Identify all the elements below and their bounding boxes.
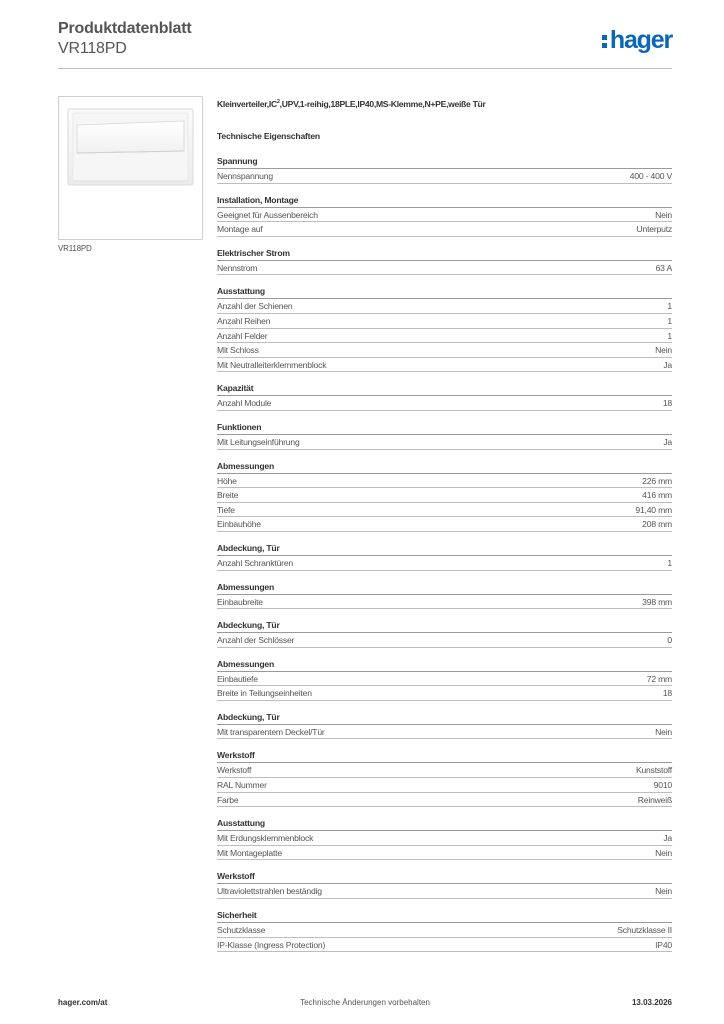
property-label: Einbauhöhe	[217, 519, 261, 530]
property-label: Geeignet für Aussenbereich	[217, 209, 318, 220]
section-title: Spannung	[217, 155, 672, 169]
section-title: Abdeckung, Tür	[217, 711, 672, 725]
property-section	[217, 460, 672, 532]
property-row	[217, 763, 672, 778]
property-value: 91,40 mm	[635, 504, 672, 515]
section-title: Sicherheit	[217, 909, 672, 923]
property-row	[217, 938, 672, 953]
property-value: 400 - 400 V	[629, 171, 672, 181]
property-section	[217, 421, 672, 450]
property-row	[217, 556, 672, 571]
property-sections	[217, 155, 672, 952]
property-section	[217, 909, 672, 952]
property-value: 0	[667, 635, 672, 646]
property-row	[217, 831, 672, 846]
section-title: Abmessungen	[217, 460, 672, 474]
property-value: IP40	[655, 939, 672, 950]
header-divider	[58, 68, 672, 69]
property-section	[217, 194, 672, 237]
property-label: Ultraviolettstrahlen beständig	[217, 886, 322, 897]
property-value: Kunststoff	[635, 765, 672, 776]
property-row	[217, 517, 672, 532]
property-row	[217, 488, 672, 503]
property-label: Anzahl Reihen	[217, 315, 271, 326]
property-value: Unterputz	[636, 224, 672, 235]
property-value: 1	[667, 315, 672, 326]
image-caption: VR118PD	[58, 244, 92, 253]
property-section	[217, 155, 672, 184]
property-value: Nein	[655, 345, 672, 356]
section-title: Kapazität	[217, 382, 672, 396]
property-row	[217, 923, 672, 938]
product-description: $Kleinverteiler,IC^2,UPV,1-reihig,18PLE,IP40,MS-Klemme,N+PE,weiße$ Tür	[217, 98, 486, 109]
property-row	[217, 343, 672, 358]
property-row	[217, 299, 672, 314]
property-row	[217, 793, 672, 808]
property-label: Anzahl Schranktüren	[217, 557, 293, 568]
property-label: Schutzklasse	[217, 925, 266, 936]
section-title: Abdeckung, Tür	[217, 542, 672, 556]
property-value: 398 mm	[642, 596, 672, 607]
property-section	[217, 619, 672, 648]
property-value: 1	[667, 330, 672, 341]
property-value: 18	[662, 688, 672, 699]
property-row	[217, 686, 672, 701]
property-row	[217, 846, 672, 861]
section-title: Werkstoff	[217, 870, 672, 884]
property-label: Mit transparentem Deckel/Tür	[217, 726, 325, 737]
property-row	[217, 633, 672, 648]
property-value: 9010	[653, 780, 672, 791]
product-image	[67, 107, 194, 229]
property-label: Tiefe	[217, 504, 235, 515]
property-section	[217, 749, 672, 807]
property-row	[217, 503, 672, 518]
property-row	[217, 725, 672, 740]
property-row	[217, 358, 672, 373]
property-section	[217, 581, 672, 610]
property-row	[217, 474, 672, 489]
property-label: Nennspannung	[217, 171, 273, 181]
property-value: 416 mm	[642, 490, 672, 501]
property-row	[217, 208, 672, 223]
property-value: Ja	[663, 359, 672, 370]
property-label: Nennstrom	[217, 262, 258, 273]
property-value: 63 A	[655, 262, 672, 273]
section-title: Abdeckung, Tür	[217, 619, 672, 633]
property-section	[217, 382, 672, 411]
property-row	[217, 329, 672, 344]
property-row	[217, 778, 672, 793]
property-section	[217, 711, 672, 740]
property-label: Anzahl der Schlösser	[217, 635, 295, 646]
property-label: Mit Erdungsklemmenblock	[217, 833, 314, 844]
hager-logo	[602, 28, 672, 53]
property-section	[217, 542, 672, 571]
property-label: Mit Leitungseinführung	[217, 436, 300, 447]
property-value: 1	[667, 557, 672, 568]
property-section	[217, 817, 672, 860]
property-row	[217, 672, 672, 687]
property-section	[217, 658, 672, 701]
property-label: Mit Neutralleiterklemmenblock	[217, 359, 327, 370]
property-value: 72 mm	[646, 673, 672, 684]
property-row	[217, 435, 672, 450]
property-section	[217, 285, 672, 372]
property-row	[217, 595, 672, 610]
properties-heading: Technische Eigenschaften	[217, 131, 320, 141]
property-value: Reinweiß	[637, 794, 672, 805]
property-label: Mit Montageplatte	[217, 847, 282, 858]
property-row	[217, 396, 672, 411]
property-value: Ja	[663, 833, 672, 844]
property-row	[217, 314, 672, 329]
property-label: Breite in Teilungseinheiten	[217, 688, 312, 699]
property-value: Nein	[655, 209, 672, 220]
section-title: Installation, Montage	[217, 194, 672, 208]
property-value: 226 mm	[642, 475, 672, 486]
property-section	[217, 870, 672, 899]
property-value: Nein	[655, 726, 672, 737]
property-label: Einbautiefe	[217, 673, 258, 684]
section-title: Elektrischer Strom	[217, 247, 672, 261]
logo-text: hager	[609, 26, 672, 54]
property-label: Anzahl der Schienen	[217, 301, 293, 312]
page-footer	[58, 998, 672, 1010]
property-label: Höhe	[217, 475, 237, 486]
datasheet-content	[217, 96, 672, 962]
property-label: Montage auf	[217, 224, 263, 235]
section-title: Abmessungen	[217, 658, 672, 672]
property-section	[217, 247, 672, 276]
property-label: Werkstoff	[217, 765, 252, 776]
property-label: Anzahl Module	[217, 398, 272, 409]
page-header	[58, 20, 672, 70]
property-value: 208 mm	[642, 519, 672, 530]
property-value: 18	[662, 398, 672, 409]
section-title: Ausstattung	[217, 285, 672, 299]
section-title: Werkstoff	[217, 749, 672, 763]
property-value: Schutzklasse II	[617, 925, 672, 936]
property-row	[217, 884, 672, 899]
footer-notice: Technische Änderungen vorbehalten	[300, 998, 430, 1007]
property-label: RAL Nummer	[217, 780, 267, 791]
footer-date: 13.03.2026	[631, 998, 672, 1007]
property-label: Mit Schloss	[217, 345, 259, 356]
property-label: Breite	[217, 490, 239, 501]
property-label: Farbe	[217, 794, 239, 805]
property-value: 1	[667, 301, 672, 312]
product-image-frame	[58, 96, 203, 240]
property-label: Einbaubreite	[217, 596, 263, 607]
property-label: Anzahl Felder	[217, 330, 268, 341]
product-code: VR118PD	[58, 40, 127, 57]
document-title: Produktdatenblatt	[58, 20, 192, 37]
section-title: Abmessungen	[217, 581, 672, 595]
logo-colon-icon	[602, 33, 608, 49]
property-row	[217, 261, 672, 276]
property-row	[217, 222, 672, 237]
property-value: Ja	[663, 436, 672, 447]
property-value: Nein	[655, 847, 672, 858]
property-label: IP-Klasse (Ingress Protection)	[217, 939, 326, 950]
section-title: Ausstattung	[217, 817, 672, 831]
footer-website[interactable]: hager.com/at	[58, 998, 108, 1007]
property-value: Nein	[655, 886, 672, 897]
property-row	[217, 169, 672, 184]
section-title: Funktionen	[217, 421, 672, 435]
